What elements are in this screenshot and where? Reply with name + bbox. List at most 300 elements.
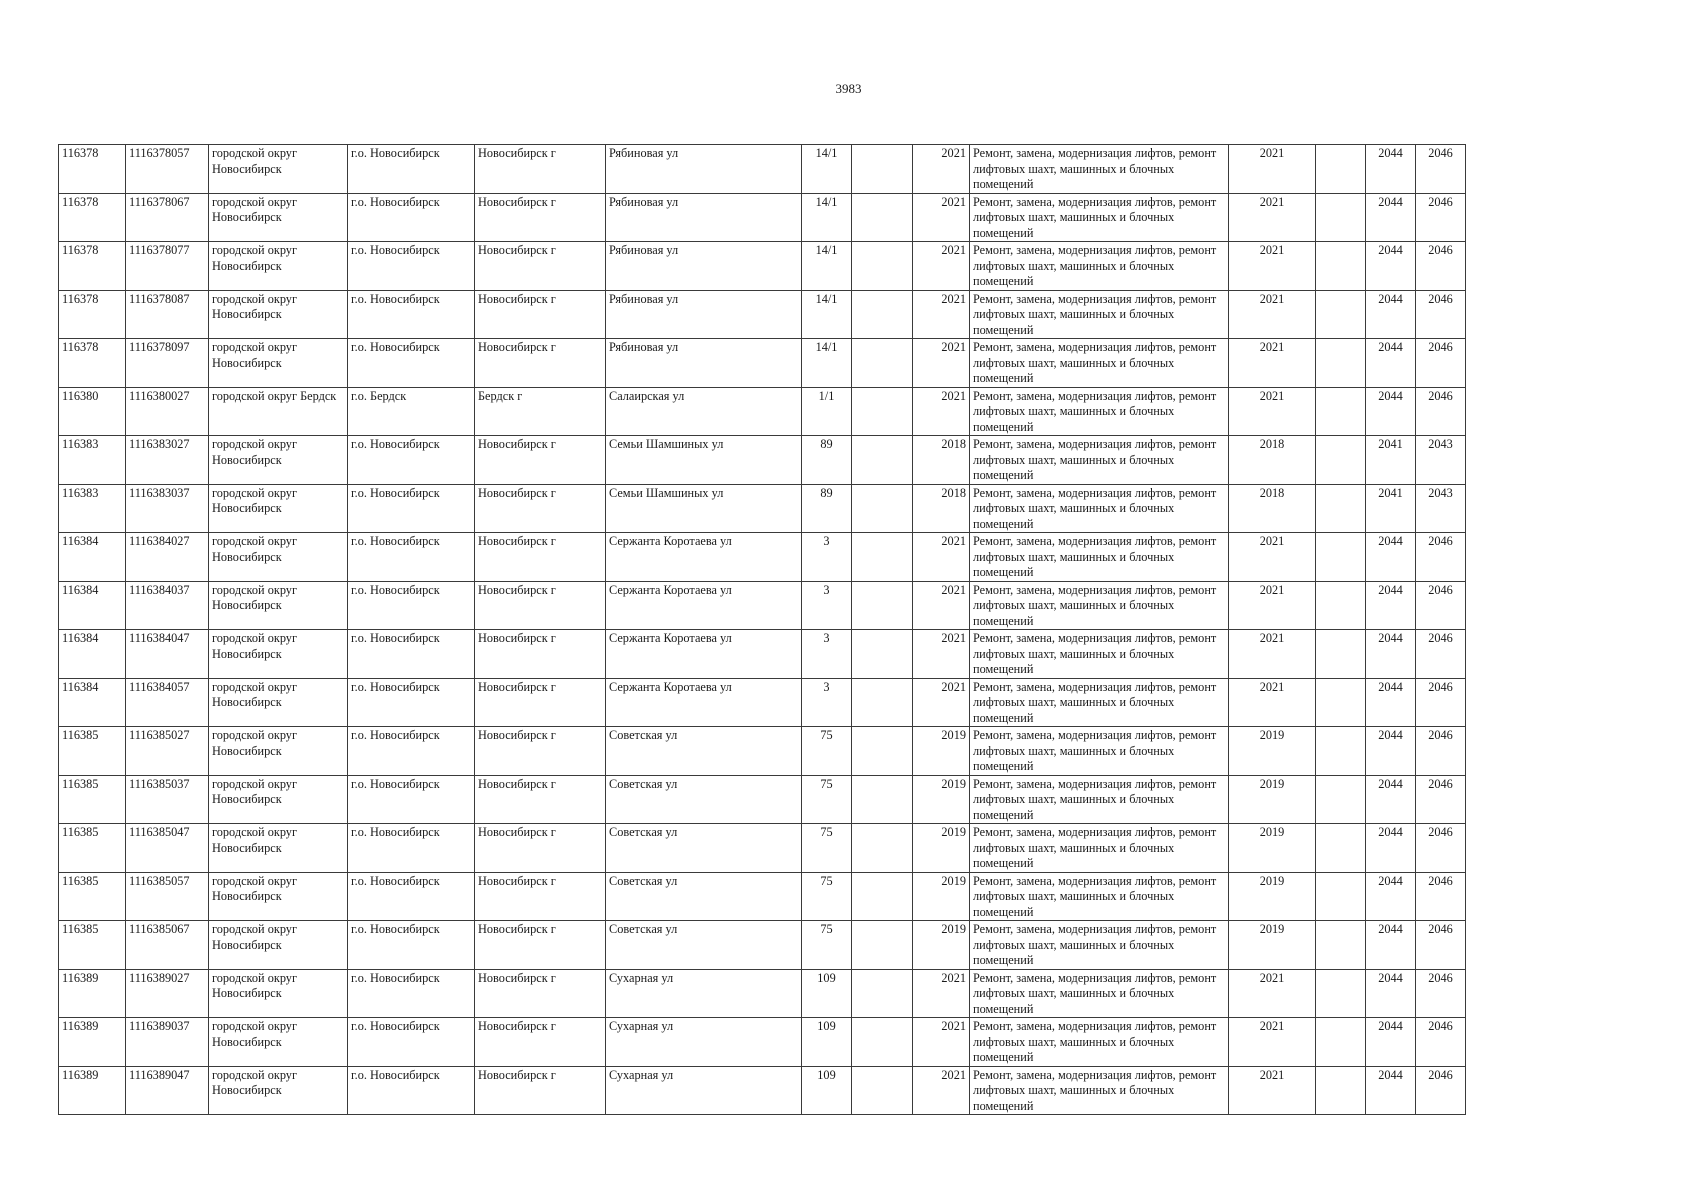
- period-end-cell: 2046: [1416, 1066, 1466, 1115]
- street-cell: Рябиновая ул: [606, 193, 802, 242]
- locality-cell: Новосибирск г: [475, 581, 606, 630]
- locality-cell: Новосибирск г: [475, 290, 606, 339]
- work-type-cell: Ремонт, замена, модернизация лифтов, ремонт лифтовых шахт, машинных и блочных помещений: [970, 678, 1229, 727]
- period-end-cell: 2046: [1416, 339, 1466, 388]
- blank-cell: [1316, 290, 1366, 339]
- extra-cell: [852, 630, 913, 679]
- period-start-cell: 2044: [1366, 533, 1416, 582]
- blank-cell: [1316, 727, 1366, 776]
- extra-cell: [852, 339, 913, 388]
- period-end-cell: 2046: [1416, 872, 1466, 921]
- locality-cell: Новосибирск г: [475, 678, 606, 727]
- district-cell: г.о. Новосибирск: [348, 921, 475, 970]
- locality-cell: Новосибирск г: [475, 436, 606, 485]
- period-end-cell: 2046: [1416, 921, 1466, 970]
- street-cell: Советская ул: [606, 921, 802, 970]
- plan-year-cell: 2021: [1229, 969, 1316, 1018]
- house-number-cell: 75: [802, 775, 852, 824]
- blank-cell: [1316, 872, 1366, 921]
- year-cell: 2018: [913, 436, 970, 485]
- record-id-cell: 116384: [59, 533, 126, 582]
- table-row: [59, 533, 1466, 582]
- table-row: [59, 145, 1466, 194]
- plan-year-cell: 2019: [1229, 824, 1316, 873]
- extra-cell: [852, 1066, 913, 1115]
- street-cell: Советская ул: [606, 727, 802, 776]
- plan-year-cell: 2021: [1229, 581, 1316, 630]
- record-id-cell: 116384: [59, 630, 126, 679]
- district-cell: г.о. Новосибирск: [348, 630, 475, 679]
- municipality-cell: городской округ Новосибирск: [209, 872, 348, 921]
- house-number-cell: 3: [802, 678, 852, 727]
- blank-cell: [1316, 145, 1366, 194]
- extra-cell: [852, 436, 913, 485]
- record-id-cell: 116389: [59, 969, 126, 1018]
- plan-year-cell: 2021: [1229, 678, 1316, 727]
- table-row: [59, 921, 1466, 970]
- district-cell: г.о. Новосибирск: [348, 727, 475, 776]
- element-id-cell: 1116389047: [126, 1066, 209, 1115]
- year-cell: 2019: [913, 775, 970, 824]
- table-row: [59, 824, 1466, 873]
- street-cell: Сержанта Коротаева ул: [606, 581, 802, 630]
- municipality-cell: городской округ Новосибирск: [209, 436, 348, 485]
- locality-cell: Новосибирск г: [475, 727, 606, 776]
- element-id-cell: 1116384027: [126, 533, 209, 582]
- period-end-cell: 2046: [1416, 193, 1466, 242]
- year-cell: 2019: [913, 921, 970, 970]
- work-type-cell: Ремонт, замена, модернизация лифтов, ремонт лифтовых шахт, машинных и блочных помещений: [970, 630, 1229, 679]
- plan-year-cell: 2019: [1229, 872, 1316, 921]
- period-start-cell: 2044: [1366, 193, 1416, 242]
- house-number-cell: 14/1: [802, 339, 852, 388]
- work-type-cell: Ремонт, замена, модернизация лифтов, ремонт лифтовых шахт, машинных и блочных помещений: [970, 1066, 1229, 1115]
- house-number-cell: 1/1: [802, 387, 852, 436]
- plan-year-cell: 2018: [1229, 436, 1316, 485]
- extra-cell: [852, 533, 913, 582]
- table-row: [59, 436, 1466, 485]
- work-type-cell: Ремонт, замена, модернизация лифтов, ремонт лифтовых шахт, машинных и блочных помещений: [970, 484, 1229, 533]
- work-type-cell: Ремонт, замена, модернизация лифтов, ремонт лифтовых шахт, машинных и блочных помещений: [970, 193, 1229, 242]
- year-cell: 2021: [913, 533, 970, 582]
- element-id-cell: 1116378087: [126, 290, 209, 339]
- municipality-cell: городской округ Новосибирск: [209, 921, 348, 970]
- record-id-cell: 116383: [59, 484, 126, 533]
- year-cell: 2021: [913, 193, 970, 242]
- plan-year-cell: 2021: [1229, 242, 1316, 291]
- locality-cell: Бердск г: [475, 387, 606, 436]
- year-cell: 2021: [913, 145, 970, 194]
- municipality-cell: городской округ Новосибирск: [209, 630, 348, 679]
- house-number-cell: 89: [802, 436, 852, 485]
- street-cell: Сухарная ул: [606, 1018, 802, 1067]
- element-id-cell: 1116384057: [126, 678, 209, 727]
- house-number-cell: 3: [802, 581, 852, 630]
- street-cell: Советская ул: [606, 775, 802, 824]
- period-end-cell: 2046: [1416, 824, 1466, 873]
- element-id-cell: 1116385057: [126, 872, 209, 921]
- house-number-cell: 89: [802, 484, 852, 533]
- locality-cell: Новосибирск г: [475, 1018, 606, 1067]
- extra-cell: [852, 581, 913, 630]
- year-cell: 2021: [913, 630, 970, 679]
- record-id-cell: 116385: [59, 872, 126, 921]
- municipality-cell: городской округ Новосибирск: [209, 290, 348, 339]
- element-id-cell: 1116385037: [126, 775, 209, 824]
- house-number-cell: 3: [802, 533, 852, 582]
- district-cell: г.о. Новосибирск: [348, 1066, 475, 1115]
- period-start-cell: 2044: [1366, 145, 1416, 194]
- street-cell: Рябиновая ул: [606, 145, 802, 194]
- blank-cell: [1316, 921, 1366, 970]
- work-type-cell: Ремонт, замена, модернизация лифтов, ремонт лифтовых шахт, машинных и блочных помещений: [970, 533, 1229, 582]
- blank-cell: [1316, 1066, 1366, 1115]
- extra-cell: [852, 242, 913, 291]
- work-type-cell: Ремонт, замена, модернизация лифтов, ремонт лифтовых шахт, машинных и блочных помещений: [970, 872, 1229, 921]
- work-type-cell: Ремонт, замена, модернизация лифтов, ремонт лифтовых шахт, машинных и блочных помещений: [970, 921, 1229, 970]
- municipality-cell: городской округ Новосибирск: [209, 242, 348, 291]
- element-id-cell: 1116378057: [126, 145, 209, 194]
- period-start-cell: 2044: [1366, 872, 1416, 921]
- period-end-cell: 2046: [1416, 387, 1466, 436]
- district-cell: г.о. Новосибирск: [348, 436, 475, 485]
- table-row: [59, 1018, 1466, 1067]
- period-end-cell: 2046: [1416, 775, 1466, 824]
- extra-cell: [852, 775, 913, 824]
- year-cell: 2021: [913, 969, 970, 1018]
- house-number-cell: 75: [802, 872, 852, 921]
- work-type-cell: Ремонт, замена, модернизация лифтов, ремонт лифтовых шахт, машинных и блочных помещений: [970, 339, 1229, 388]
- element-id-cell: 1116385067: [126, 921, 209, 970]
- municipality-cell: городской округ Бердск: [209, 387, 348, 436]
- blank-cell: [1316, 484, 1366, 533]
- street-cell: Сухарная ул: [606, 1066, 802, 1115]
- municipality-cell: городской округ Новосибирск: [209, 1018, 348, 1067]
- record-id-cell: 116385: [59, 727, 126, 776]
- street-cell: Рябиновая ул: [606, 290, 802, 339]
- extra-cell: [852, 484, 913, 533]
- period-start-cell: 2044: [1366, 727, 1416, 776]
- locality-cell: Новосибирск г: [475, 1066, 606, 1115]
- period-end-cell: 2046: [1416, 581, 1466, 630]
- plan-year-cell: 2021: [1229, 193, 1316, 242]
- house-number-cell: 75: [802, 824, 852, 873]
- work-type-cell: Ремонт, замена, модернизация лифтов, ремонт лифтовых шахт, машинных и блочных помещений: [970, 969, 1229, 1018]
- blank-cell: [1316, 969, 1366, 1018]
- plan-year-cell: 2021: [1229, 145, 1316, 194]
- work-type-cell: Ремонт, замена, модернизация лифтов, ремонт лифтовых шахт, машинных и блочных помещений: [970, 775, 1229, 824]
- house-number-cell: 14/1: [802, 242, 852, 291]
- locality-cell: Новосибирск г: [475, 145, 606, 194]
- period-start-cell: 2044: [1366, 339, 1416, 388]
- year-cell: 2019: [913, 727, 970, 776]
- street-cell: Сержанта Коротаева ул: [606, 630, 802, 679]
- page-number: 3983: [835, 81, 862, 96]
- district-cell: г.о. Новосибирск: [348, 824, 475, 873]
- period-end-cell: 2046: [1416, 727, 1466, 776]
- locality-cell: Новосибирск г: [475, 872, 606, 921]
- district-cell: г.о. Новосибирск: [348, 581, 475, 630]
- district-cell: г.о. Новосибирск: [348, 969, 475, 1018]
- extra-cell: [852, 387, 913, 436]
- period-start-cell: 2044: [1366, 242, 1416, 291]
- registry-body: [59, 145, 1466, 1115]
- municipality-cell: городской округ Новосибирск: [209, 727, 348, 776]
- table-row: [59, 969, 1466, 1018]
- year-cell: 2021: [913, 1018, 970, 1067]
- plan-year-cell: 2021: [1229, 630, 1316, 679]
- period-start-cell: 2044: [1366, 1066, 1416, 1115]
- record-id-cell: 116380: [59, 387, 126, 436]
- municipality-cell: городской округ Новосибирск: [209, 339, 348, 388]
- extra-cell: [852, 824, 913, 873]
- period-start-cell: 2044: [1366, 678, 1416, 727]
- period-start-cell: 2044: [1366, 921, 1416, 970]
- work-type-cell: Ремонт, замена, модернизация лифтов, ремонт лифтовых шахт, машинных и блочных помещений: [970, 436, 1229, 485]
- extra-cell: [852, 290, 913, 339]
- extra-cell: [852, 872, 913, 921]
- year-cell: 2021: [913, 1066, 970, 1115]
- street-cell: Советская ул: [606, 824, 802, 873]
- plan-year-cell: 2019: [1229, 775, 1316, 824]
- element-id-cell: 1116380027: [126, 387, 209, 436]
- table-row: [59, 630, 1466, 679]
- period-end-cell: 2043: [1416, 436, 1466, 485]
- plan-year-cell: 2019: [1229, 921, 1316, 970]
- house-number-cell: 14/1: [802, 193, 852, 242]
- plan-year-cell: 2021: [1229, 387, 1316, 436]
- work-type-cell: Ремонт, замена, модернизация лифтов, ремонт лифтовых шахт, машинных и блочных помещений: [970, 727, 1229, 776]
- extra-cell: [852, 921, 913, 970]
- table-row: [59, 242, 1466, 291]
- blank-cell: [1316, 533, 1366, 582]
- period-start-cell: 2044: [1366, 1018, 1416, 1067]
- district-cell: г.о. Новосибирск: [348, 775, 475, 824]
- plan-year-cell: 2021: [1229, 339, 1316, 388]
- municipality-cell: городской округ Новосибирск: [209, 969, 348, 1018]
- blank-cell: [1316, 775, 1366, 824]
- extra-cell: [852, 969, 913, 1018]
- district-cell: г.о. Новосибирск: [348, 339, 475, 388]
- element-id-cell: 1116385027: [126, 727, 209, 776]
- locality-cell: Новосибирск г: [475, 339, 606, 388]
- element-id-cell: 1116385047: [126, 824, 209, 873]
- street-cell: Сержанта Коротаева ул: [606, 678, 802, 727]
- record-id-cell: 116384: [59, 581, 126, 630]
- year-cell: 2021: [913, 242, 970, 291]
- element-id-cell: 1116389027: [126, 969, 209, 1018]
- municipality-cell: городской округ Новосибирск: [209, 581, 348, 630]
- municipality-cell: городской округ Новосибирск: [209, 145, 348, 194]
- district-cell: г.о. Новосибирск: [348, 242, 475, 291]
- period-start-cell: 2041: [1366, 436, 1416, 485]
- district-cell: г.о. Новосибирск: [348, 193, 475, 242]
- extra-cell: [852, 193, 913, 242]
- plan-year-cell: 2021: [1229, 1018, 1316, 1067]
- district-cell: г.о. Новосибирск: [348, 678, 475, 727]
- period-end-cell: 2046: [1416, 1018, 1466, 1067]
- table-row: [59, 193, 1466, 242]
- period-end-cell: 2046: [1416, 145, 1466, 194]
- blank-cell: [1316, 242, 1366, 291]
- district-cell: г.о. Бердск: [348, 387, 475, 436]
- municipality-cell: городской округ Новосибирск: [209, 775, 348, 824]
- extra-cell: [852, 1018, 913, 1067]
- street-cell: Рябиновая ул: [606, 339, 802, 388]
- district-cell: г.о. Новосибирск: [348, 484, 475, 533]
- house-number-cell: 109: [802, 1066, 852, 1115]
- street-cell: Рябиновая ул: [606, 242, 802, 291]
- street-cell: Салаирская ул: [606, 387, 802, 436]
- municipality-cell: городской округ Новосибирск: [209, 193, 348, 242]
- period-start-cell: 2044: [1366, 630, 1416, 679]
- record-id-cell: 116384: [59, 678, 126, 727]
- record-id-cell: 116378: [59, 339, 126, 388]
- period-end-cell: 2046: [1416, 290, 1466, 339]
- period-end-cell: 2046: [1416, 678, 1466, 727]
- period-start-cell: 2044: [1366, 581, 1416, 630]
- house-number-cell: 3: [802, 630, 852, 679]
- house-number-cell: 109: [802, 969, 852, 1018]
- year-cell: 2021: [913, 339, 970, 388]
- municipality-cell: городской округ Новосибирск: [209, 484, 348, 533]
- plan-year-cell: 2019: [1229, 727, 1316, 776]
- record-id-cell: 116385: [59, 921, 126, 970]
- record-id-cell: 116378: [59, 290, 126, 339]
- period-end-cell: 2046: [1416, 630, 1466, 679]
- blank-cell: [1316, 387, 1366, 436]
- element-id-cell: 1116384047: [126, 630, 209, 679]
- locality-cell: Новосибирск г: [475, 484, 606, 533]
- record-id-cell: 116385: [59, 775, 126, 824]
- table-row: [59, 872, 1466, 921]
- extra-cell: [852, 727, 913, 776]
- district-cell: г.о. Новосибирск: [348, 533, 475, 582]
- plan-year-cell: 2021: [1229, 290, 1316, 339]
- record-id-cell: 116383: [59, 436, 126, 485]
- element-id-cell: 1116384037: [126, 581, 209, 630]
- district-cell: г.о. Новосибирск: [348, 290, 475, 339]
- blank-cell: [1316, 678, 1366, 727]
- blank-cell: [1316, 1018, 1366, 1067]
- year-cell: 2021: [913, 290, 970, 339]
- year-cell: 2021: [913, 581, 970, 630]
- locality-cell: Новосибирск г: [475, 193, 606, 242]
- house-number-cell: 14/1: [802, 290, 852, 339]
- table-row: [59, 290, 1466, 339]
- work-type-cell: Ремонт, замена, модернизация лифтов, ремонт лифтовых шахт, машинных и блочных помещений: [970, 242, 1229, 291]
- locality-cell: Новосибирск г: [475, 824, 606, 873]
- locality-cell: Новосибирск г: [475, 630, 606, 679]
- locality-cell: Новосибирск г: [475, 533, 606, 582]
- period-start-cell: 2044: [1366, 387, 1416, 436]
- period-end-cell: 2046: [1416, 969, 1466, 1018]
- locality-cell: Новосибирск г: [475, 775, 606, 824]
- record-id-cell: 116378: [59, 242, 126, 291]
- house-number-cell: 14/1: [802, 145, 852, 194]
- blank-cell: [1316, 193, 1366, 242]
- municipality-cell: городской округ Новосибирск: [209, 533, 348, 582]
- year-cell: 2019: [913, 872, 970, 921]
- record-id-cell: 116378: [59, 145, 126, 194]
- table-row: [59, 727, 1466, 776]
- table-row: [59, 339, 1466, 388]
- work-type-cell: Ремонт, замена, модернизация лифтов, ремонт лифтовых шахт, машинных и блочных помещений: [970, 824, 1229, 873]
- year-cell: 2019: [913, 824, 970, 873]
- table-row: [59, 387, 1466, 436]
- period-start-cell: 2044: [1366, 969, 1416, 1018]
- period-end-cell: 2046: [1416, 242, 1466, 291]
- work-type-cell: Ремонт, замена, модернизация лифтов, ремонт лифтовых шахт, машинных и блочных помещений: [970, 145, 1229, 194]
- period-start-cell: 2044: [1366, 824, 1416, 873]
- house-number-cell: 75: [802, 921, 852, 970]
- house-number-cell: 75: [802, 727, 852, 776]
- work-type-cell: Ремонт, замена, модернизация лифтов, ремонт лифтовых шахт, машинных и блочных помещений: [970, 387, 1229, 436]
- locality-cell: Новосибирск г: [475, 921, 606, 970]
- blank-cell: [1316, 581, 1366, 630]
- period-end-cell: 2043: [1416, 484, 1466, 533]
- municipality-cell: городской округ Новосибирск: [209, 824, 348, 873]
- period-start-cell: 2044: [1366, 775, 1416, 824]
- element-id-cell: 1116378077: [126, 242, 209, 291]
- plan-year-cell: 2021: [1229, 1066, 1316, 1115]
- house-number-cell: 109: [802, 1018, 852, 1067]
- street-cell: Семьи Шамшиных ул: [606, 484, 802, 533]
- street-cell: Советская ул: [606, 872, 802, 921]
- record-id-cell: 116378: [59, 193, 126, 242]
- street-cell: Сухарная ул: [606, 969, 802, 1018]
- element-id-cell: 1116389037: [126, 1018, 209, 1067]
- municipality-cell: городской округ Новосибирск: [209, 1066, 348, 1115]
- table-row: [59, 484, 1466, 533]
- year-cell: 2018: [913, 484, 970, 533]
- work-type-cell: Ремонт, замена, модернизация лифтов, ремонт лифтовых шахт, машинных и блочных помещений: [970, 581, 1229, 630]
- table-row: [59, 581, 1466, 630]
- year-cell: 2021: [913, 387, 970, 436]
- municipality-cell: городской округ Новосибирск: [209, 678, 348, 727]
- work-type-cell: Ремонт, замена, модернизация лифтов, ремонт лифтовых шахт, машинных и блочных помещений: [970, 290, 1229, 339]
- district-cell: г.о. Новосибирск: [348, 1018, 475, 1067]
- period-end-cell: 2046: [1416, 533, 1466, 582]
- blank-cell: [1316, 630, 1366, 679]
- record-id-cell: 116385: [59, 824, 126, 873]
- registry-table: [58, 144, 1466, 1115]
- period-start-cell: 2044: [1366, 290, 1416, 339]
- table-row: [59, 1066, 1466, 1115]
- blank-cell: [1316, 824, 1366, 873]
- extra-cell: [852, 145, 913, 194]
- extra-cell: [852, 678, 913, 727]
- year-cell: 2021: [913, 678, 970, 727]
- element-id-cell: 1116383037: [126, 484, 209, 533]
- blank-cell: [1316, 436, 1366, 485]
- period-start-cell: 2041: [1366, 484, 1416, 533]
- work-type-cell: Ремонт, замена, модернизация лифтов, ремонт лифтовых шахт, машинных и блочных помещений: [970, 1018, 1229, 1067]
- locality-cell: Новосибирск г: [475, 969, 606, 1018]
- table-row: [59, 775, 1466, 824]
- district-cell: г.о. Новосибирск: [348, 872, 475, 921]
- plan-year-cell: 2021: [1229, 533, 1316, 582]
- blank-cell: [1316, 339, 1366, 388]
- element-id-cell: 1116378097: [126, 339, 209, 388]
- record-id-cell: 116389: [59, 1018, 126, 1067]
- record-id-cell: 116389: [59, 1066, 126, 1115]
- locality-cell: Новосибирск г: [475, 242, 606, 291]
- plan-year-cell: 2018: [1229, 484, 1316, 533]
- street-cell: Сержанта Коротаева ул: [606, 533, 802, 582]
- table-row: [59, 678, 1466, 727]
- district-cell: г.о. Новосибирск: [348, 145, 475, 194]
